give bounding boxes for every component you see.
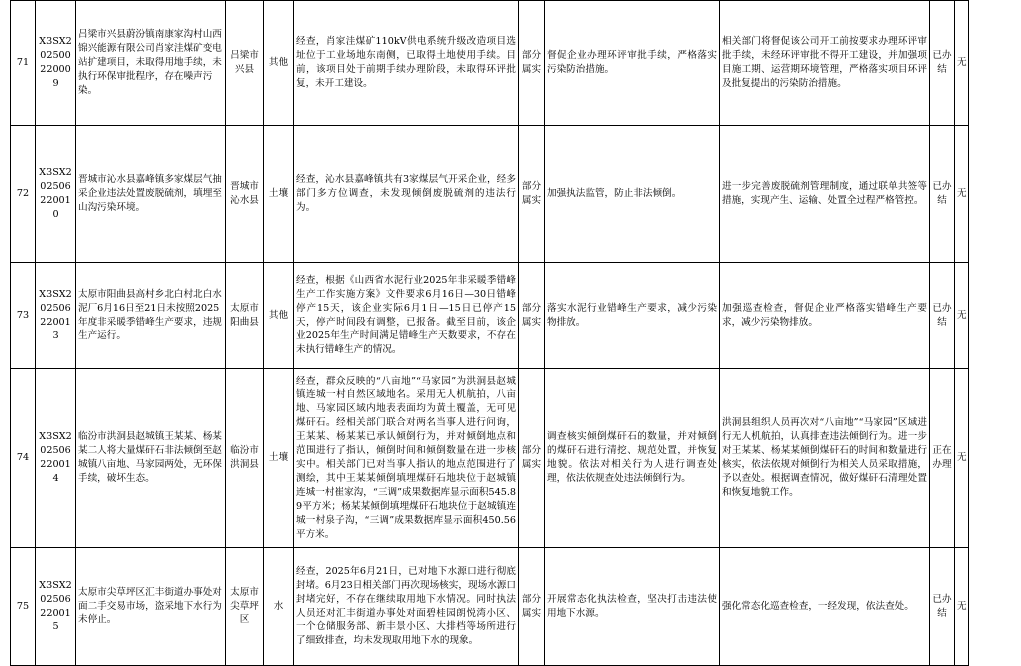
investigation-result: 经查，群众反映的“八亩地”“马家园”为洪洞县赵城镇连城一村自然区域地名。采用无人机航拍，八亩地、马家园区域内地表表面均为黄土覆盖，无可见煤矸石。经相关部门联合对两名当事人进行问询，王某某、杨某某已承认倾倒行为，并对倾倒地点和范围进行了指认，倾倒时间和倾倒数量在进一步核实中。相关部门已对当事人指认的地点范围进行了测绘，其中王某某倾倒填埋煤矸石地块位于赵城镇连城一村崔家沟，“三调”成果数据库显示面积545.89平方米；杨某某倾倒填埋煤矸石地块位于赵城镇连城一村泉子沟，“三调”成果数据库显示面积450.56平方米。 [294,369,519,548]
case-code-line: 02506 [40,181,71,193]
pollution-type: 土壤 [264,126,294,263]
case-code-line: 02506 [40,593,71,605]
status: 已办结 [930,263,955,369]
row-number: 73 [11,263,36,369]
investigation-result: 经查，2025年6月21日，已对地下水源口进行彻底封堵。6月23日相关部门再次现场核实，现场水源口封堵完好，不存在继续取用地下水情况。同时执法人员还对汇丰街道办事处对面碧桂园朗悦湾小区、一个仓储服务部、新丰景小区、大排档等场所进行了细致排查，均未发现取用地下水的现象。 [294,548,519,666]
pollution-type: 土壤 [264,369,294,548]
case-code-line: 22001 [40,459,71,470]
table-row [11,548,969,666]
case-code [36,369,76,548]
rectification-measures: 强化常态化巡查检查，一经发现，依法查处。 [720,548,930,666]
handling-measures: 督促企业办理环评审批手续，严格落实污染防治措施。 [545,1,720,126]
status: 正在办理 [930,369,955,548]
handling-measures: 调查核实倾倒煤矸石的数量，并对倾倒的煤矸石进行清挖、规范处置，并恢复地貌。依法对相关行为人进行调查处理，依法依规查处违法倾倒行为。 [545,369,720,548]
rectification-measures: 进一步完善废脱硫剂管理制度，通过联单共签等措施，实现产生、运输、处置全过程严格管控。 [720,126,930,263]
verdict: 部分属实 [519,548,545,666]
row-number: 74 [11,369,36,548]
handling-measures: 落实水泥行业错峰生产要求，减少污染物排放。 [545,263,720,369]
complaint-table [10,0,969,666]
case-code-line: 22001 [40,316,71,328]
rectification-measures: 加强巡查检查，督促企业严格落实错峰生产要求，减少污染物排放。 [720,263,930,369]
table-row [11,263,969,369]
pollution-type: 其他 [264,1,294,126]
region: 太原市尖草坪区 [226,548,264,666]
table-row [11,126,969,263]
row-number: 71 [11,1,36,126]
investigation-result: 经查，根据《山西省水泥行业2025年非采暖季错峰生产工作实施方案》文件要求6月16日—30日错峰停产15天，该企业实际6月1日—15日已停产15天，停产时间段有调整，已报备。截至目前，该企业2025年生产时间满足错峰生产天数要求，不存在未执行错峰生产的情况。 [294,263,519,369]
complaint-content: 太原市阳曲县高村乡北白村北白水泥厂6月16日至21日未按照2025年度非采暖季错峰生产要求，违规生产运行。 [76,263,226,369]
case-code [36,548,76,666]
case-code-line: 02506 [40,445,71,457]
table-body [11,1,969,666]
status: 已办结 [930,1,955,126]
investigation-result: 经查，沁水县嘉峰镇共有3家煤层气开采企业，经多部门多方位调查，未发现倾倒废脱硫剂的违法行为。 [294,126,519,263]
case-code-line: 9 [52,77,59,89]
case-code-line: 02500 [40,50,71,62]
rectification-measures: 相关部门将督促该公司开工前按要求办理环评审批手续，未经环评审批不得开工建设，并加强项目施工期、运营期环境管理，严格落实项目环评及批复提出的污染防治措施。 [720,1,930,126]
accountability: 无 [955,548,969,666]
row-number: 72 [11,126,36,263]
case-code-line: 02506 [40,302,71,314]
handling-measures: 开展常态化执法检查，坚决打击违法使用地下水源。 [545,548,720,666]
region: 临汾市洪洞县 [226,369,264,548]
accountability: 无 [955,263,969,369]
status: 已办结 [930,548,955,666]
row-number: 75 [11,548,36,666]
case-code-line: 22001 [40,195,71,206]
case-code-line: 22000 [40,64,71,75]
complaint-content: 晋城市沁水县嘉峰镇多家煤层气抽采企业违法处置废脱硫剂，填埋至山沟污染环境。 [76,126,226,263]
verdict: 部分属实 [519,263,545,369]
case-code-line: 0 [52,208,59,220]
rectification-measures: 洪洞县组织人员再次对“八亩地”“马家园”区域进行无人机航拍，认真排查违法倾倒行为。进一步对王某某、杨某某倾倒煤矸石的时间和数量进行核实，依法依规对倾倒行为相关人员采取措施，予以查处。根据调查情况，做好煤矸石清理处置和恢复地貌工作。 [720,369,930,548]
pollution-type: 其他 [264,263,294,369]
region: 太原市阳曲县 [226,263,264,369]
pollution-type: 水 [264,548,294,666]
case-code-line: X3SX2 [39,36,72,48]
case-code [36,1,76,126]
status: 已办结 [930,126,955,263]
case-code-line: 22001 [40,607,71,619]
handling-measures: 加强执法监管，防止非法倾倒。 [545,126,720,263]
accountability: 无 [955,126,969,263]
verdict: 部分属实 [519,369,545,548]
case-code [36,263,76,369]
verdict: 部分属实 [519,126,545,263]
accountability: 无 [955,1,969,126]
region: 吕梁市兴县 [226,1,264,126]
case-code [36,126,76,263]
case-code-line: X3SX2 [39,288,72,300]
complaint-content: 临汾市洪洞县赵城镇王某某、杨某某二人将大量煤矸石非法倾倒至赵城镇八亩地、马家园两处，无环保手续，破坏生态。 [76,369,226,548]
case-code-line: 3 [52,330,59,342]
case-code-line: X3SX2 [39,167,72,179]
complaint-content: 吕梁市兴县蔚汾镇南康家沟村山西锦兴能源有限公司肖家洼煤矿变电站扩建项目，未取得用地手续，未执行环保审批程序，存在噪声污染。 [76,1,226,126]
accountability: 无 [955,369,969,548]
case-code-line: 5 [52,621,59,633]
case-code-line: 4 [52,472,59,484]
verdict: 部分属实 [519,1,545,126]
region: 晋城市沁水县 [226,126,264,263]
complaint-content: 太原市尖草坪区汇丰街道办事处对面二手交易市场，盗采地下水行为未停止。 [76,548,226,666]
investigation-result: 经查，肖家洼煤矿110kV供电系统升级改造项目选址位于工业场地东南侧，已取得土地使用手续。目前，该项目处于前期手续办理阶段，未取得环评批复，未开工建设。 [294,1,519,126]
table-row [11,1,969,126]
case-code-line: X3SX2 [39,579,72,591]
case-code-line: X3SX2 [39,431,72,443]
table-row [11,369,969,548]
